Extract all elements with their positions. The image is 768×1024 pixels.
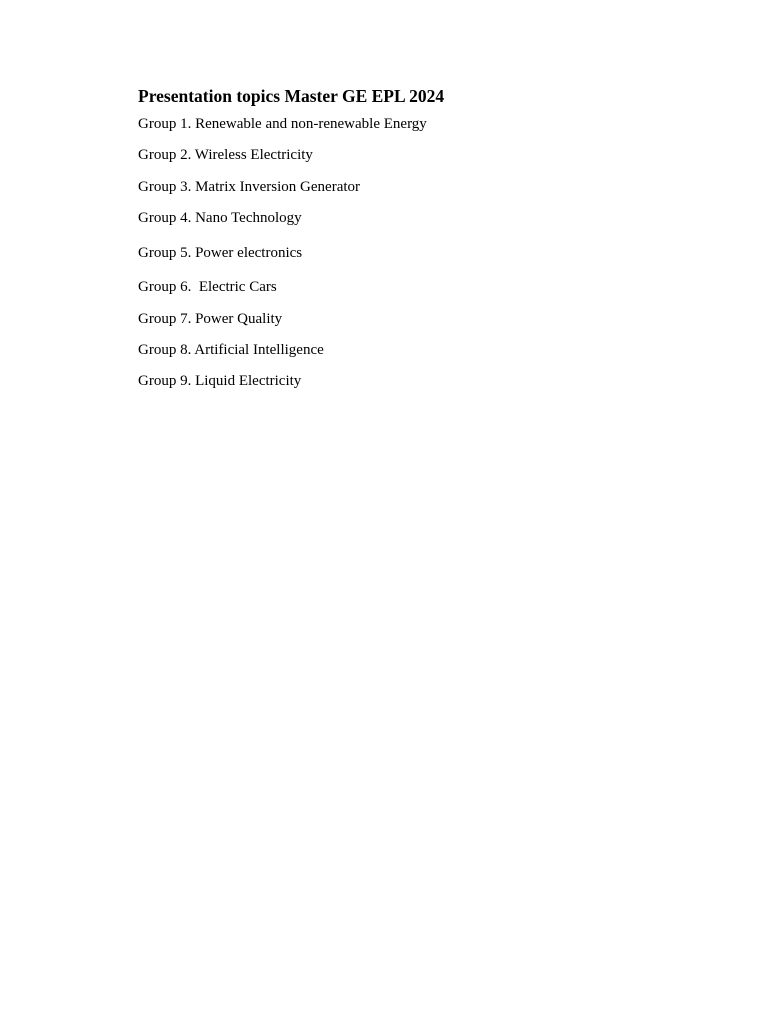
- document-title: Presentation topics Master GE EPL 2024: [138, 86, 445, 106]
- topic-group-5: Group 5. Power electronics: [138, 245, 303, 262]
- topic-group-3: Group 3. Matrix Inversion Generator: [138, 178, 361, 195]
- topic-group-4: Group 4. Nano Technology: [138, 210, 302, 227]
- topic-group-6: Group 6. Electric Cars: [138, 279, 277, 296]
- topic-group-2: Group 2. Wireless Electricity: [138, 147, 313, 164]
- topic-group-8: Group 8. Artificial Intelligence: [138, 341, 324, 358]
- topic-group-7: Group 7. Power Quality: [138, 310, 283, 327]
- topic-group-1: Group 1. Renewable and non-renewable Energy: [138, 116, 427, 132]
- document-body: [138, 84, 698, 403]
- topic-group-9: Group 9. Liquid Electricity: [138, 373, 302, 390]
- topic-list: [138, 114, 698, 391]
